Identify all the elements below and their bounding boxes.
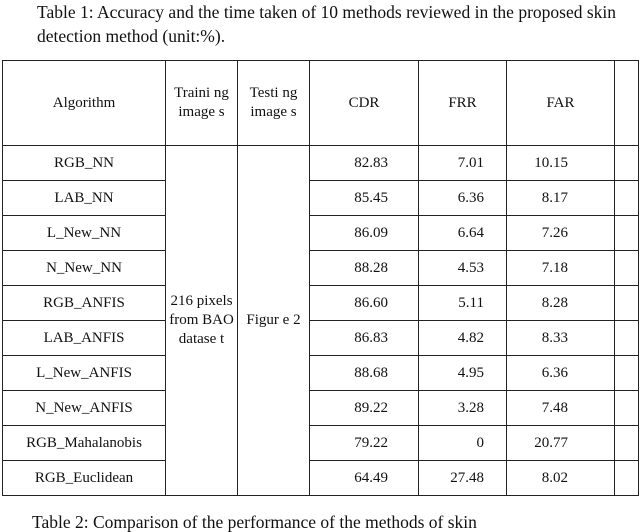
algorithm-cell: RGB_Euclidean (3, 461, 166, 496)
table-row (3, 426, 639, 461)
frr-cell: 4.53 (419, 251, 507, 286)
far-cell: 7.48 (507, 391, 615, 426)
next-table-caption: Table 2: Comparison of the performance of the methods of skin (32, 512, 477, 532)
results-table (2, 60, 639, 496)
algorithm-cell: N_New_ANFIS (3, 391, 166, 426)
far-cell: 7.26 (507, 216, 615, 251)
cdr-cell: 85.45 (310, 181, 419, 216)
frr-cell: 6.36 (419, 181, 507, 216)
algorithm-cell: L_New_NN (3, 216, 166, 251)
table-row (3, 321, 639, 356)
extra-cell (615, 321, 639, 356)
far-cell: 6.36 (507, 356, 615, 391)
extra-cell (615, 356, 639, 391)
frr-cell: 3.28 (419, 391, 507, 426)
frr-cell: 27.48 (419, 461, 507, 496)
testing-images-cell: Figur e 2 (238, 146, 310, 496)
table-row (3, 216, 639, 251)
header-far: FAR (507, 61, 615, 146)
cdr-cell: 88.28 (310, 251, 419, 286)
header-algorithm: Algorithm (3, 61, 166, 146)
frr-cell: 6.64 (419, 216, 507, 251)
table-row (3, 356, 639, 391)
table-row (3, 286, 639, 321)
far-cell: 7.18 (507, 251, 615, 286)
algorithm-cell: LAB_NN (3, 181, 166, 216)
table-row (3, 391, 639, 426)
header-frr: FRR (419, 61, 507, 146)
extra-cell (615, 286, 639, 321)
table-caption: Table 1: Accuracy and the time taken of 10 methods reviewed in the proposed skin detection method (unit:%). (37, 2, 617, 46)
frr-cell: 5.11 (419, 286, 507, 321)
algorithm-cell: N_New_NN (3, 251, 166, 286)
table-row (3, 146, 639, 181)
table-row (3, 181, 639, 216)
far-cell: 8.28 (507, 286, 615, 321)
algorithm-cell: RGB_NN (3, 146, 166, 181)
far-cell: 10.15 (507, 146, 615, 181)
extra-cell (615, 391, 639, 426)
algorithm-cell: RGB_ANFIS (3, 286, 166, 321)
header-extra (615, 61, 639, 146)
header-cdr: CDR (310, 61, 419, 146)
algorithm-cell: L_New_ANFIS (3, 356, 166, 391)
cdr-cell: 86.09 (310, 216, 419, 251)
header-training-images: Traini ng image s (166, 61, 238, 146)
header-testing-images: Testi ng image s (238, 61, 310, 146)
extra-cell (615, 146, 639, 181)
extra-cell (615, 461, 639, 496)
cdr-cell: 89.22 (310, 391, 419, 426)
extra-cell (615, 251, 639, 286)
far-cell: 20.77 (507, 426, 615, 461)
cdr-cell: 88.68 (310, 356, 419, 391)
far-cell: 8.33 (507, 321, 615, 356)
algorithm-cell: RGB_Mahalanobis (3, 426, 166, 461)
cdr-cell: 64.49 (310, 461, 419, 496)
table-row (3, 461, 639, 496)
far-cell: 8.17 (507, 181, 615, 216)
frr-cell: 4.82 (419, 321, 507, 356)
cdr-cell: 79.22 (310, 426, 419, 461)
frr-cell: 4.95 (419, 356, 507, 391)
extra-cell (615, 216, 639, 251)
frr-cell: 0 (419, 426, 507, 461)
cdr-cell: 82.83 (310, 146, 419, 181)
algorithm-cell: LAB_ANFIS (3, 321, 166, 356)
frr-cell: 7.01 (419, 146, 507, 181)
extra-cell (615, 181, 639, 216)
cdr-cell: 86.83 (310, 321, 419, 356)
header-row (3, 61, 639, 146)
table-row (3, 251, 639, 286)
far-cell: 8.02 (507, 461, 615, 496)
extra-cell (615, 426, 639, 461)
training-images-cell: 216 pixels from BAO datase t (166, 146, 238, 496)
cdr-cell: 86.60 (310, 286, 419, 321)
